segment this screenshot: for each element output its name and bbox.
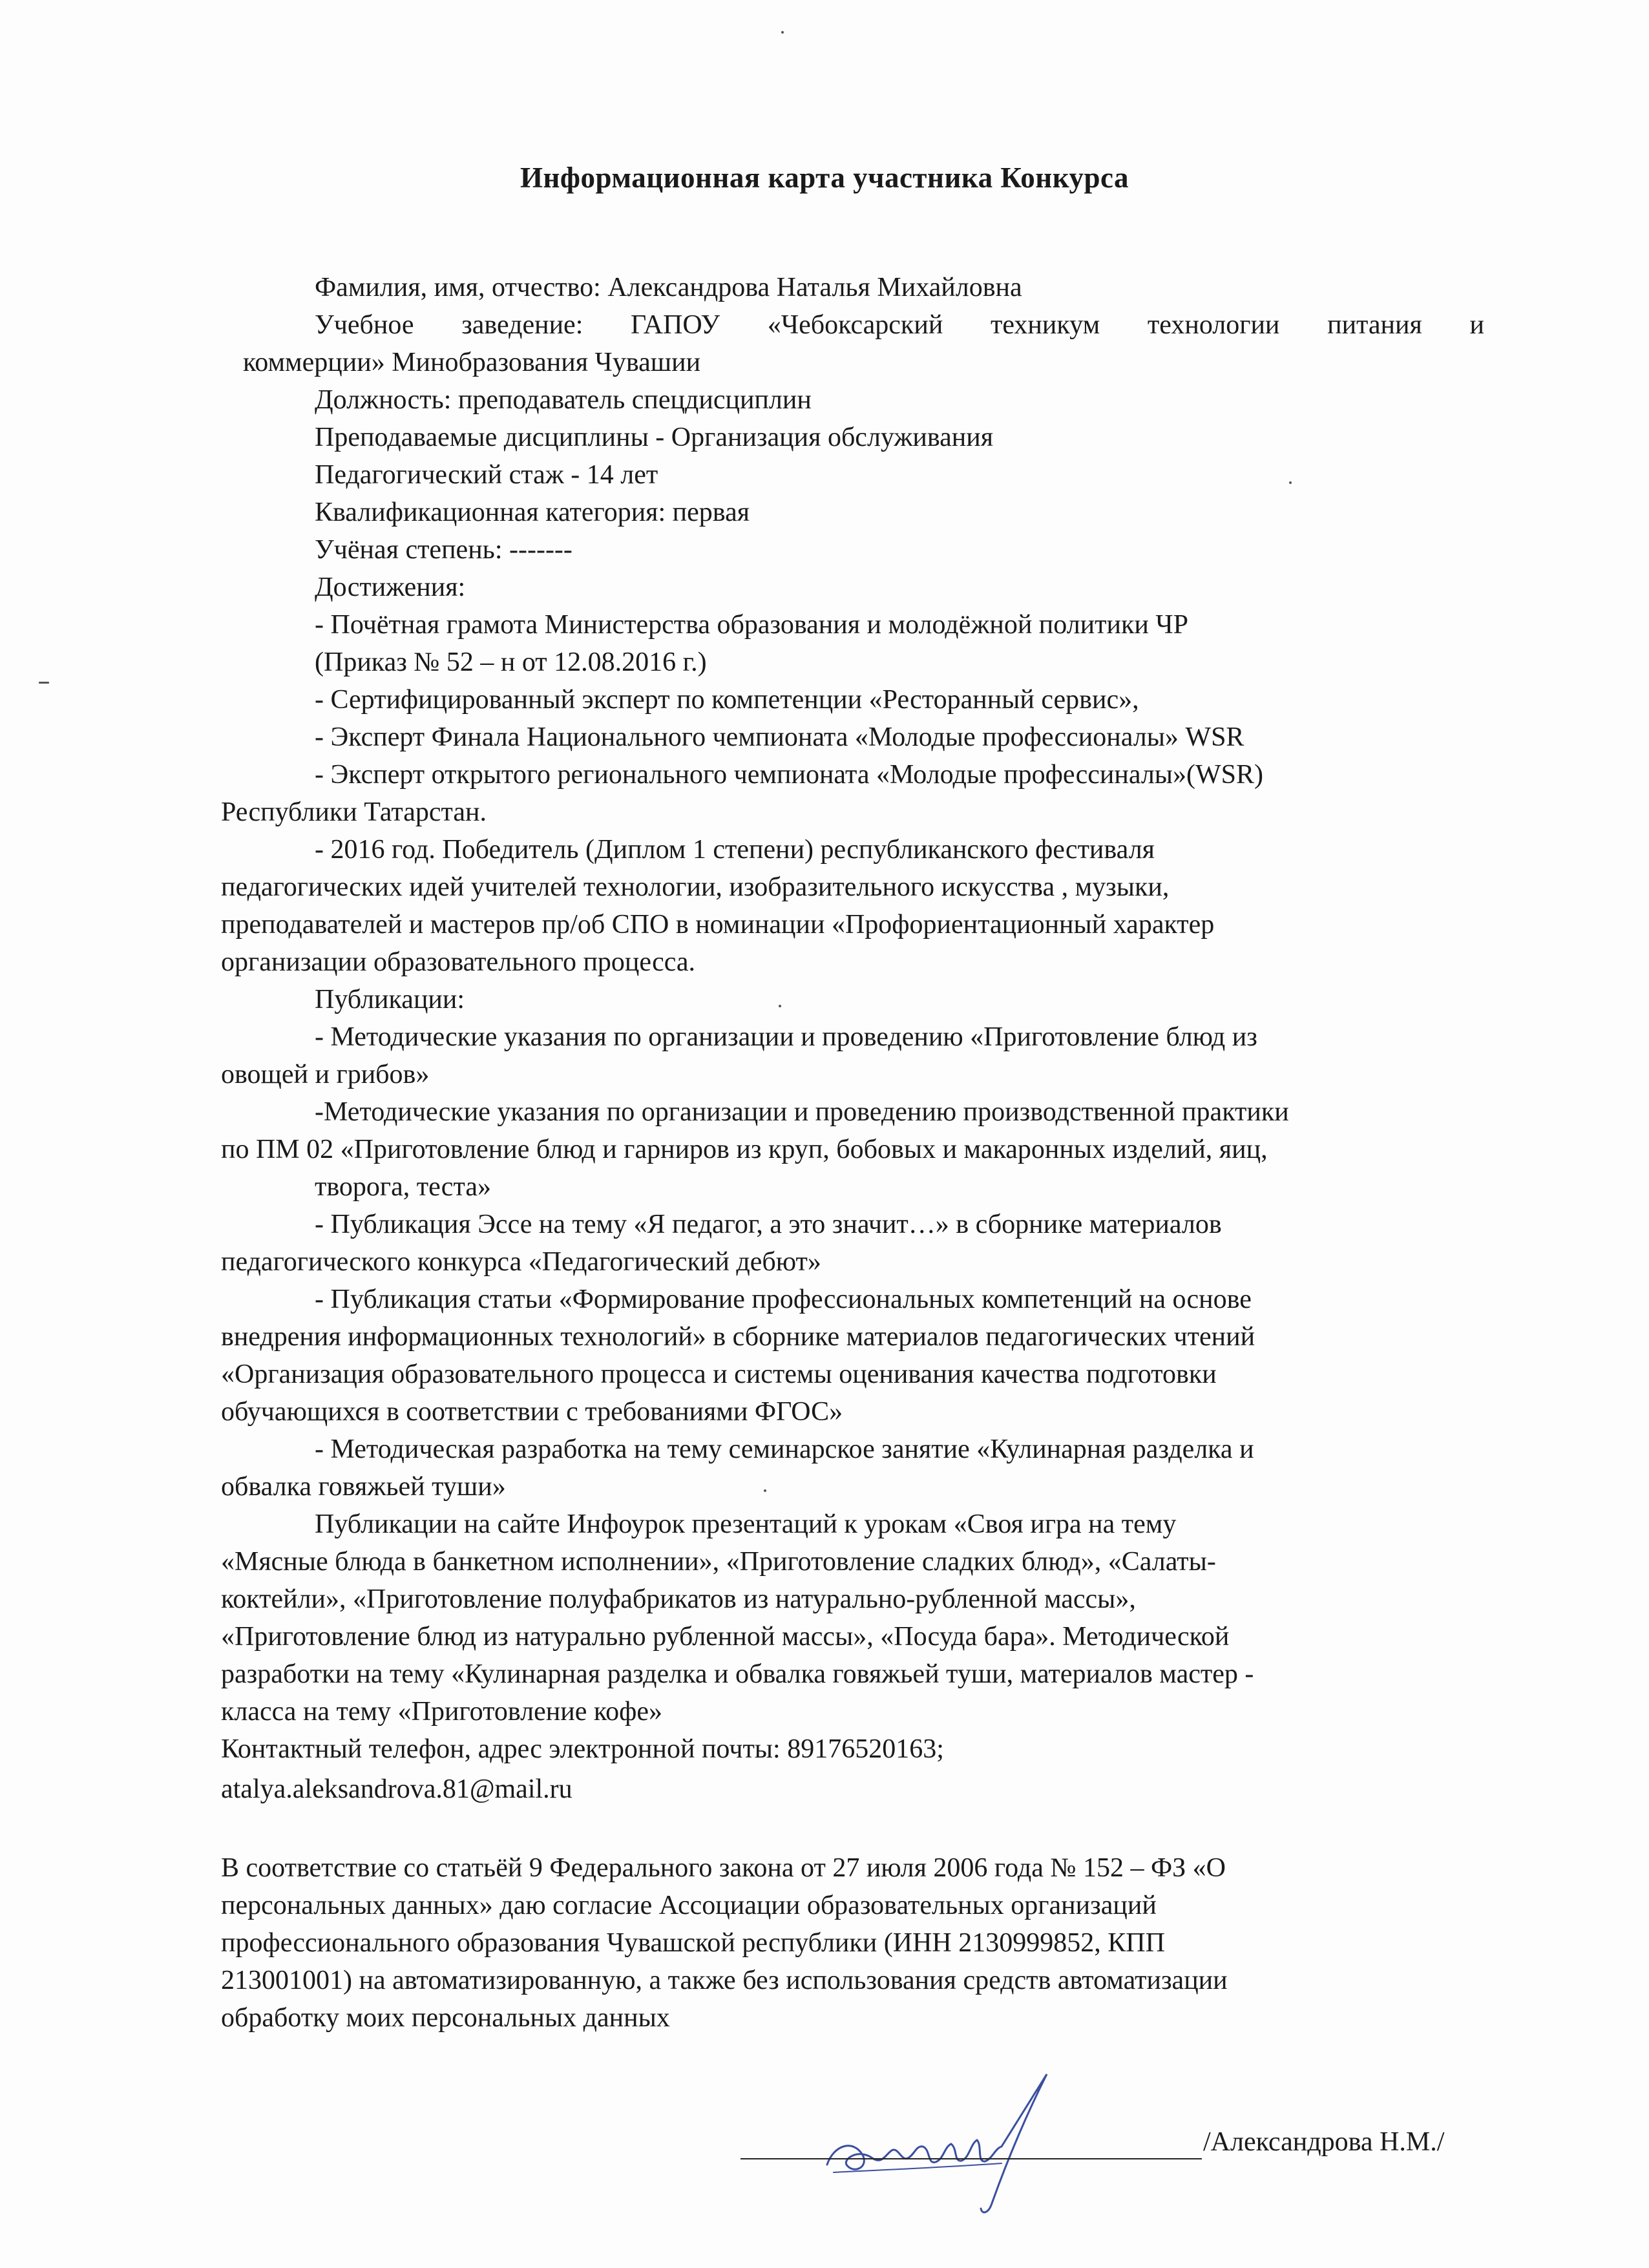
document-title: Информационная карта участника Конкурса [520,162,1129,194]
body-line: педагогических идей учителей технологии, изобразительного искусства , музыки, [221,872,1170,902]
body-line: Должность: преподаватель спецдисциплин [315,385,812,415]
body-line: atalya.aleksandrova.81@mail.ru [221,1774,572,1804]
scan-mark [39,682,49,684]
body-line: Учебное заведение: ГАПОУ «Чебоксарский техникум технологии питания и [315,310,1484,340]
body-line: «Приготовление блюд из натурально рубленной массы», «Посуда бара». Методической [221,1622,1230,1652]
body-line: «Организация образовательного процесса и системы оценивания качества подготовки [221,1360,1217,1389]
body-line: творога, теста» [315,1172,491,1202]
body-line: преподавателей и мастеров пр/об СПО в номинации «Профориентационный характер [221,910,1215,940]
body-line: Публикации на сайте Инфоурок презентаций к урокам «Своя игра на тему [315,1509,1177,1539]
body-line: Квалификационная категория: первая [315,498,750,527]
body-line: - Методические указания по организации и проведению «Приготовление блюд из [315,1022,1257,1052]
body-line: Публикации: [315,985,465,1014]
body-line: персональных данных» даю согласие Ассоциации образовательных организаций [221,1891,1157,1920]
body-line: обработку моих персональных данных [221,2003,670,2033]
body-line: - Сертифицированный эксперт по компетенции «Ресторанный сервис», [315,685,1139,715]
body-line: - Эксперт открытого регионального чемпионата «Молодые профессиналы»(WSR) [315,760,1263,790]
body-line: коммерции» Минобразования Чувашии [243,348,701,377]
body-line: внедрения информационных технологий» в сборнике материалов педагогических чтений [221,1322,1255,1352]
scan-speck [1289,481,1292,484]
signature-line [740,2158,1202,2159]
body-line: обвалка говяжьей туши» [221,1472,506,1502]
scan-speck [764,1489,766,1492]
body-line: - Публикация статьи «Формирование профессиональных компетенций на основе [315,1285,1252,1314]
body-line: - Эксперт Финала Национального чемпионата «Молодые профессионалы» WSR [315,722,1245,752]
body-line: Фамилия, имя, отчество: Александрова Наталья Михайловна [315,273,1022,302]
body-line: - Методическая разработка на тему семинарское занятие «Кулинарная разделка и [315,1434,1254,1464]
body-line: - Публикация Эссе на тему «Я педагог, а это значит…» в сборнике материалов [315,1210,1222,1239]
body-line: - 2016 год. Победитель (Диплом 1 степени) республиканского фестиваля [315,835,1155,865]
body-line: овощей и грибов» [221,1060,430,1089]
body-line: разработки на тему «Кулинарная разделка и обвалка говяжьей туши, материалов мастер - [221,1659,1254,1689]
body-line: Контактный телефон, адрес электронной почты: 89176520163; [221,1734,944,1764]
body-line: -Методические указания по организации и проведению производственной практики [315,1097,1289,1127]
body-line: класса на тему «Приготовление кофе» [221,1697,662,1727]
body-line: педагогического конкурса «Педагогический дебют» [221,1247,821,1277]
body-line: Педагогический стаж - 14 лет [315,460,658,490]
body-line: «Мясные блюда в банкетном исполнении», «Приготовление сладких блюд», «Салаты- [221,1547,1216,1577]
body-line: Республики Татарстан. [221,797,487,827]
body-line: В соответствие со статьёй 9 Федерального закона от 27 июля 2006 года № 152 – ФЗ «О [221,1853,1226,1883]
body-line: Преподаваемые дисциплины - Организация обслуживания [315,423,994,452]
body-line: по ПМ 02 «Приготовление блюд и гарниров из круп, бобовых и макаронных изделий, яиц, [221,1135,1268,1164]
body-line: коктейли», «Приготовление полуфабрикатов из натурально-рубленной массы», [221,1584,1136,1614]
body-line: обучающихся в соответствии с требованиями ФГОС» [221,1397,843,1427]
handwritten-signature [808,2035,1079,2229]
body-line: 213001001) на автоматизированную, а также без использования средств автоматизации [221,1966,1228,1995]
scan-speck [779,1005,781,1007]
body-line: профессионального образования Чувашской республики (ИНН 2130999852, КПП [221,1928,1165,1958]
scan-speck [781,31,784,34]
body-line: Достижения: [315,572,466,602]
body-line: (Приказ № 52 – н от 12.08.2016 г.) [315,647,707,677]
body-line: Учёная степень: ------- [315,535,572,565]
body-line: - Почётная грамота Министерства образования и молодёжной политики ЧР [315,610,1189,640]
body-line: организации образовательного процесса. [221,947,696,977]
signature-name: /Александрова Н.М./ [1203,2127,1445,2157]
